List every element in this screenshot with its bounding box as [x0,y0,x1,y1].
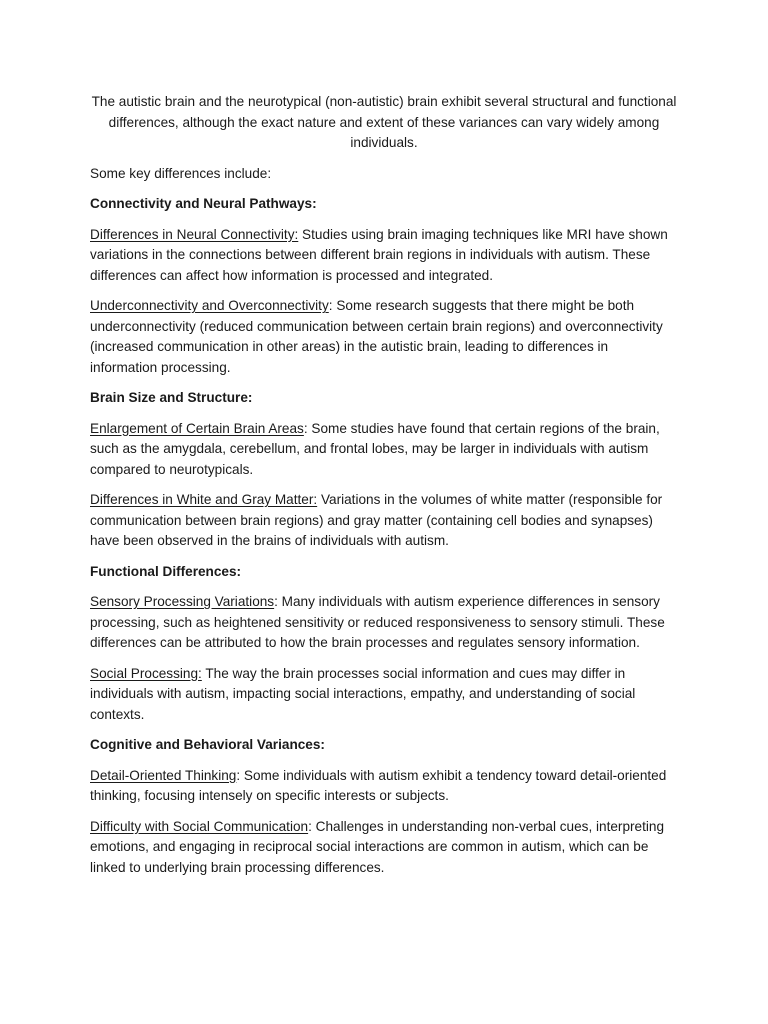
section-heading-functional: Functional Differences: [90,563,242,579]
section-heading-cognitive: Cognitive and Behavioral Variances: [90,737,325,752]
item-term: Differences in Neural Connectivity: [90,226,299,242]
intro-paragraph: The autistic brain and the neurotypical (non-autistic) brain exhibit several structural and functional differences, although the exact nature and extent of these variances can vary widely among individuals. [91,94,677,150]
item-term: Social Processing: [90,665,202,681]
item-term: Sensory Processing Variations [90,594,275,609]
item-text: The way the brain processes social information and cues may differ in individuals with autism, impacting social interactions, empathy, and understanding of social contexts. [90,665,636,722]
lead-paragraph: Some key differences include: [90,165,272,181]
section-item-social-processing [90,664,678,726]
section-item-enlargement [90,419,678,481]
item-text: : Many individuals with autism experience differences in sensory processing, such as heightened sensitivity or reduced responsiveness to sensory stimuli. These differences can be attributed to how the brain processes and regulates sensory information. [90,594,665,650]
item-term: Difficulty with Social Communication [90,818,309,834]
item-text: : Some studies have found that certain regions of the brain, such as the amygdala, cerebellum, and frontal lobes, may be larger in individuals with autism compared to neurotypicals. [90,420,660,477]
item-text: Studies using brain imaging techniques like MRI have shown variations in the connections between different brain regions in individuals with autism. These differences can affect how information is processed and integrated. [90,226,668,283]
section-heading-brain-size: Brain Size and Structure: [90,390,253,405]
item-term: Enlargement of Certain Brain Areas [90,420,304,436]
section-item-social-communication [90,817,678,879]
item-text: : Some research suggests that there might be both underconnectivity (reduced communication between certain brain regions) and overconnectivity (increased communication in other areas) in the autistic brain, leading to differences in information processing. [90,298,663,375]
section-item-sensory-processing [90,592,678,654]
section-item-detail-oriented [90,766,678,807]
section-item-neural-connectivity [90,225,678,287]
item-term: Underconnectivity and Overconnectivity [90,298,329,313]
item-term: Detail-Oriented Thinking [90,767,237,783]
item-text: : Challenges in understanding non-verbal cues, interpreting emotions, and engaging in reciprocal social interactions are common in autism, which can be linked to underlying brain processing differences. [90,818,665,875]
item-text: Variations in the volumes of white matter (responsible for communication between brain regions) and gray matter (containing cell bodies and synapses) have been observed in the brains of individuals with autism. [90,492,663,548]
section-item-under-overconnectivity [90,296,678,378]
section-heading-connectivity: Connectivity and Neural Pathways: [90,196,317,211]
item-term: Differences in White and Gray Matter: [90,492,318,507]
section-item-white-gray-matter [90,490,678,552]
item-text: : Some individuals with autism exhibit a tendency toward detail-oriented thinking, focusing intensely on specific interests or subjects. [90,767,667,803]
